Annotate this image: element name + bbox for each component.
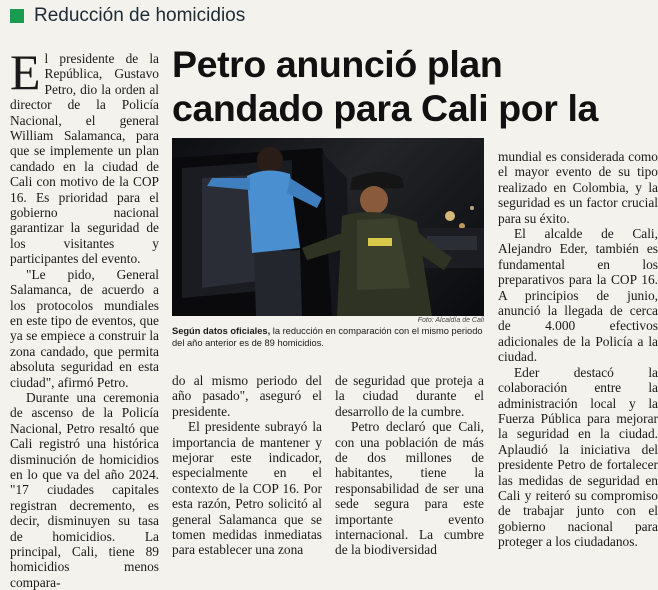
- photo-credit: Foto: Alcaldía de Cali: [417, 317, 484, 324]
- section-marker-square: [10, 9, 24, 23]
- paragraph: Durante una ceremonia de ascenso de la Policía Nacional, Petro resaltó que Cali registró una histórica disminución de homicidios en lo que va del año 2024. "17 ciudades capitales registran decremento, es decir, disminuyen su tasa de homicidios. La principal, Cali, tiene 89 homicidios menos compara-: [10, 389, 159, 590]
- section-label: Reducción de homicidios: [34, 5, 246, 26]
- caption-bold: Según datos oficiales,: [172, 326, 271, 336]
- paragraph: l presidente de la República, Gustavo Petro, dio la orden al director de la Policía Nacional, el general William Salamanca, para que se implemente un plan candado en la ciudad de Cali con motivo de la COP 16. Es prioridad para el gobierno nacional garantizar la seguridad de los visitantes y participantes del evento.: [10, 51, 159, 267]
- photo-illustration: [172, 138, 484, 316]
- article-column-5: [498, 149, 658, 550]
- paragraph: de seguridad que proteja a la ciudad durante el desarrollo de la cumbre.: [335, 373, 484, 419]
- paragraph: Eder destacó la colaboración entre la administración local y la Fuerza Pública para mejorar la seguridad en la ciudad. Aplaudió la iniciativa del presidente Petro de fortalecer las medidas de seguridad en Cali y reiteró su compromiso de trabajar junto con el gobierno nacional para proteger a los ciudadanos.: [498, 364, 658, 550]
- article-photo: [172, 138, 484, 316]
- paragraph: mundial es considerada como el mayor evento de su tipo realizado en Colombia, y la seguridad es un factor crucial para su éxito.: [498, 149, 658, 226]
- paragraph: do al mismo periodo del año pasado", aseguró el presidente.: [172, 373, 322, 419]
- caption-text: la reducción en comparación con el mismo periodo del año anterior es de 89 homicidios.: [172, 326, 483, 348]
- article-column-1: [10, 44, 159, 590]
- paragraph: El alcalde de Cali, Alejandro Eder, también es fundamental en los preparativos para la COP 16. A principios de junio, anunció la llegada de cerca de 4.000 efectivos adicionales de la Policía a la ciudad.: [498, 226, 658, 365]
- paragraph: El presidente subrayó la importancia de mantener y mejorar este indicador, especialmente en el contexto de la COP 16. Por esta razón, Petro solicitó al general Salamanca que se tomen medidas inmediatas para establecer una zona: [172, 419, 322, 558]
- drop-cap: E: [10, 44, 41, 100]
- article-column-3: [172, 373, 322, 558]
- photo-caption: [172, 326, 484, 349]
- vest-label-background: [368, 238, 392, 246]
- section-header: [10, 4, 245, 28]
- article-column-4: [335, 373, 484, 558]
- paragraph: "Le pido, General Salamanca, de acuerdo a los protocolos mundiales en este tipo de eventos, que ya se empiece a construir la zona candado, que permita absoluta seguridad en esta ciudad", afirmó Petro.: [10, 266, 159, 390]
- paragraph: Petro declaró que Cali, con una población de más de dos millones de habitantes, tiene la responsabilidad de ser una sede segura para este importante evento internacional. La cumbre de la biodiversidad: [335, 419, 484, 558]
- headline: Petro anunció plan candado para Cali por la: [172, 43, 598, 129]
